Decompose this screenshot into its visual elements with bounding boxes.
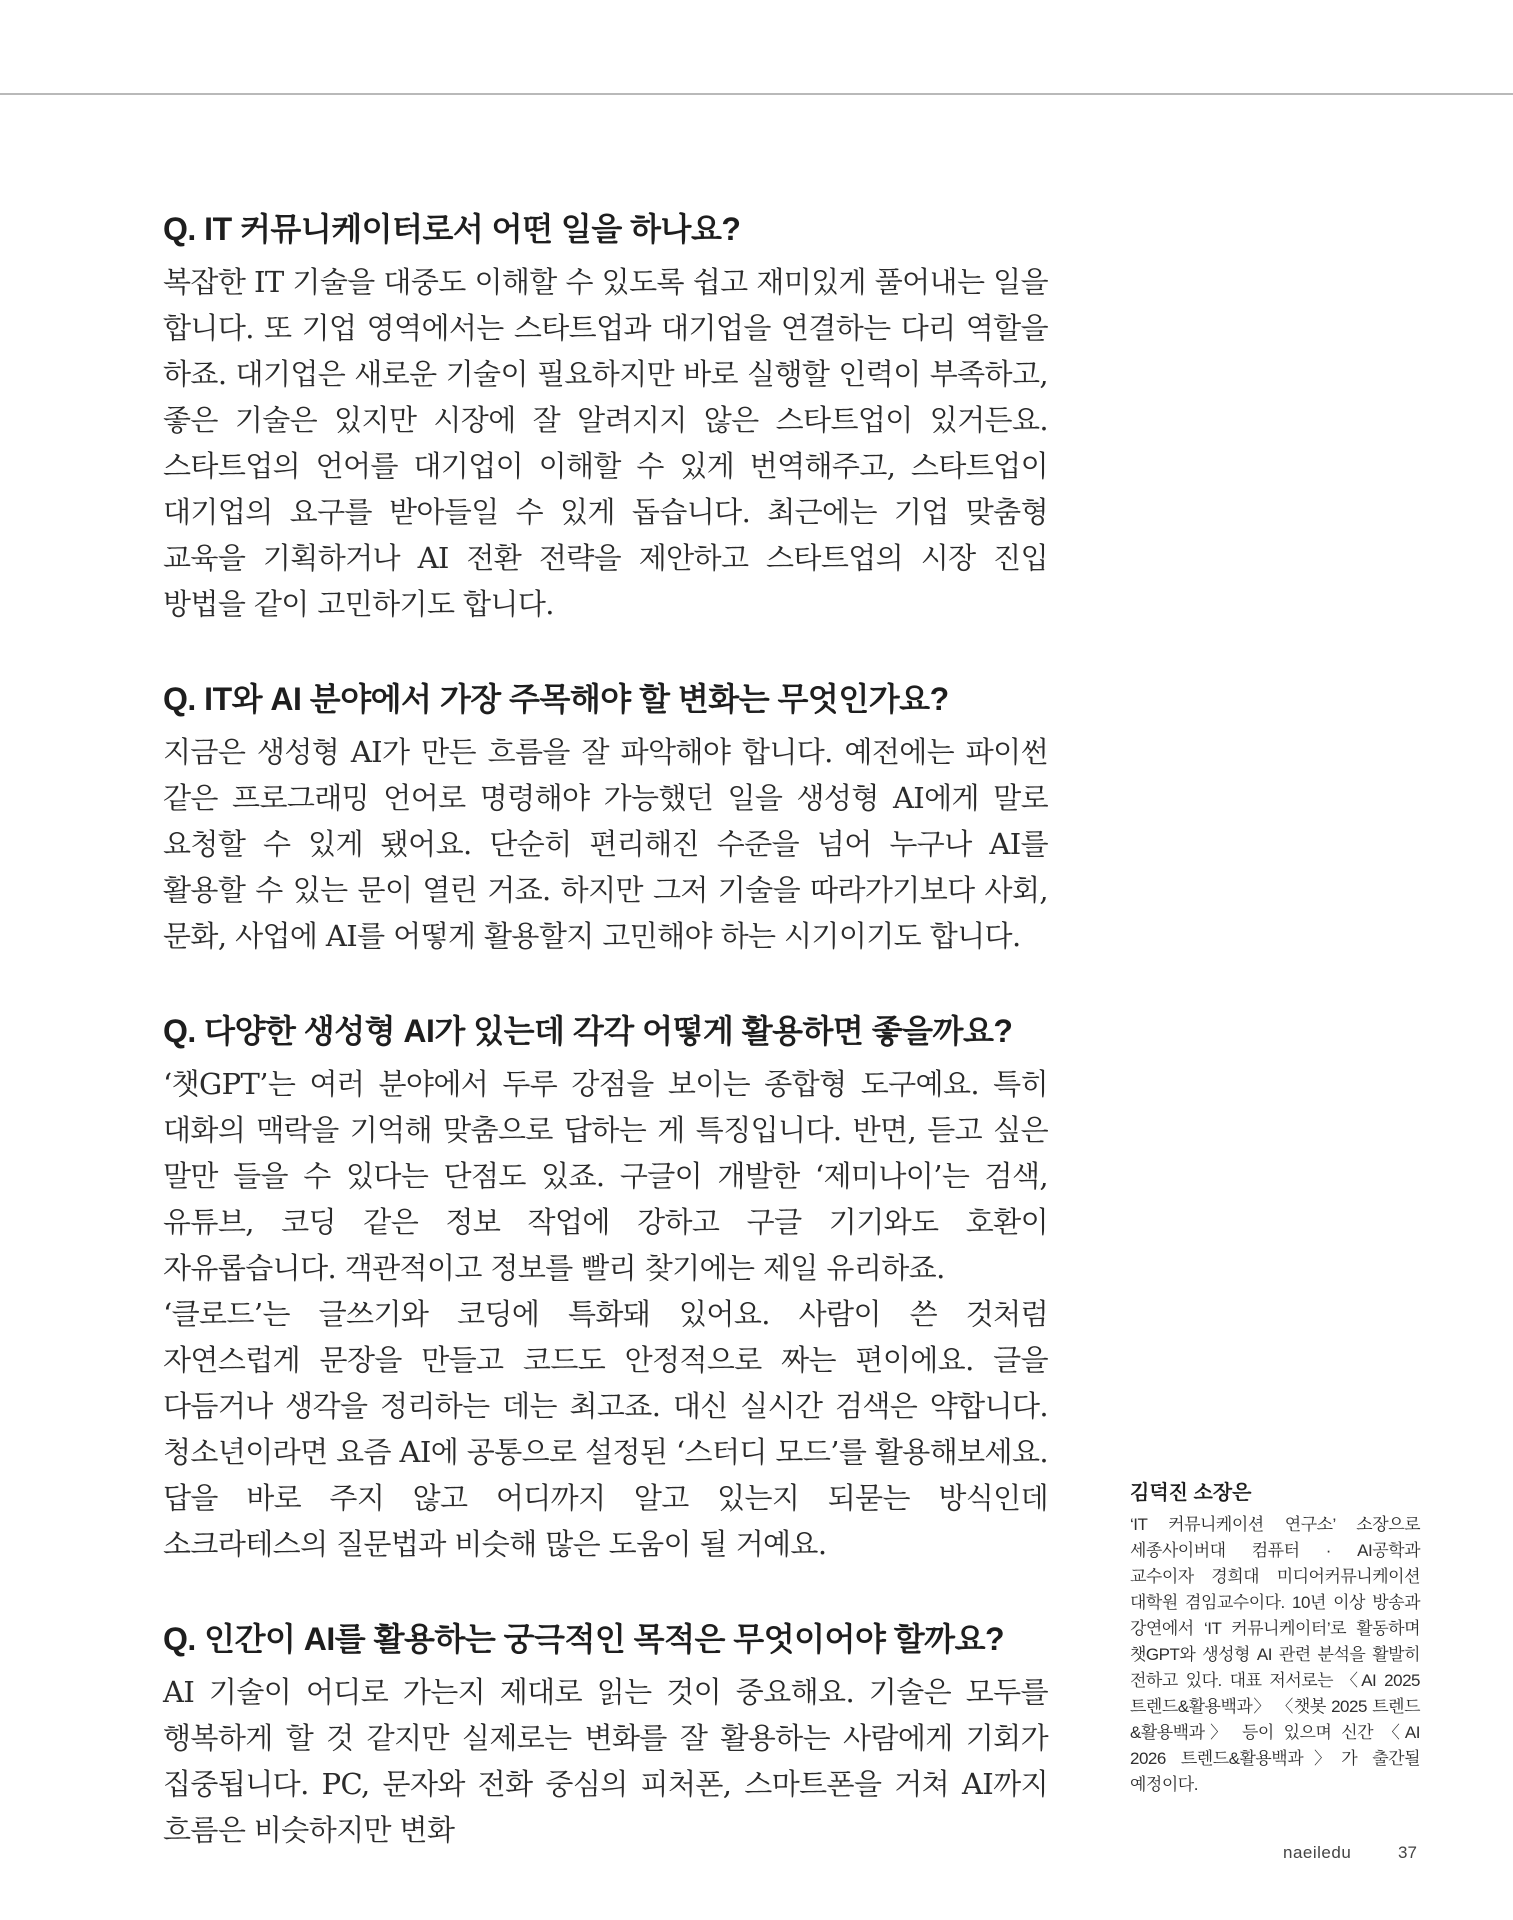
answer-paragraph: 지금은 생성형 AI가 만든 흐름을 잘 파악해야 합니다. 예전에는 파이썬 같은 프로그래밍 언어로 명령해야 가능했던 일을 생성형 AI에게 말로 요청할 수 있게 됐어요. 단순히 편리해진 수준을 넘어 누구나 AI를 활용할 수 있는 문이 열린 거죠. 하지만 그저 기술을 따라가기보다 사회, 문화, 사업에 AI를 어떻게 활용할지 고민해야 하는 시기이기도 합니다. <box>163 735 1048 953</box>
qa-section-3 <box>163 1007 1048 1567</box>
profile-bio: ‘IT 커뮤니케이션 연구소’ 소장으로 세종사이버대 컴퓨터 · AI공학과 교수이자 경희대 미디어커뮤니케이션 대학원 겸임교수이다. 10년 이상 방송과 강연에서 ‘IT 커뮤니케이터’로 활동하며 챗GPT와 생성형 AI 관련 분석을 활발히 전하고 있다. 대표 저서로는 〈AI 2025 트렌드&활용백과〉 〈챗봇 2025 트렌드&활용백과〉 등이 있으며 신간 〈AI 2026 트렌드&활용백과〉가 출간될 예정이다. <box>1130 1515 1420 1794</box>
footer-brand: naeiledu <box>1283 1843 1352 1862</box>
answer-paragraph: 복잡한 IT 기술을 대중도 이해할 수 있도록 쉽고 재미있게 풀어내는 일을 합니다. 또 기업 영역에서는 스타트업과 대기업을 연결하는 다리 역할을 하죠. 대기업은 새로운 기술이 필요하지만 바로 실행할 인력이 부족하고, 좋은 기술은 있지만 시장에 잘 알려지지 않은 스타트업이 있거든요. 스타트업의 언어를 대기업이 이해할 수 있게 번역해주고, 스타트업이 대기업의 요구를 받아들일 수 있게 돕습니다. 최근에는 기업 맞춤형 교육을 기획하거나 AI 전환 전략을 제안하고 스타트업의 시장 진입 방법을 같이 고민하기도 합니다. <box>163 265 1048 621</box>
page-number: 37 <box>1398 1843 1417 1862</box>
author-profile <box>1130 1478 1420 1798</box>
answer-paragraph: ‘챗GPT’는 여러 분야에서 두루 강점을 보이는 종합형 도구예요. 특히 대화의 맥락을 기억해 맞춤으로 답하는 게 특징입니다. 반면, 듣고 싶은 말만 들을 수 있다는 단점도 있죠. 구글이 개발한 ‘제미나이’는 검색, 유튜브, 코딩 같은 정보 작업에 강하고 구글 기기와도 호환이 자유롭습니다. 객관적이고 정보를 빨리 찾기에는 제일 유리하죠. <box>163 1067 1048 1285</box>
question-heading: Q. IT와 AI 분야에서 가장 주목해야 할 변화는 무엇인가요? <box>163 681 949 717</box>
interview-body <box>163 205 1048 1901</box>
question-heading: Q. 다양한 생성형 AI가 있는데 각각 어떻게 활용하면 좋을까요? <box>163 1013 1013 1049</box>
answer-paragraph: ‘클로드’는 글쓰기와 코딩에 특화돼 있어요. 사람이 쓴 것처럼 자연스럽게 문장을 만들고 코드도 안정적으로 짜는 편이에요. 글을 다듬거나 생각을 정리하는 데는 최고죠. 대신 실시간 검색은 약합니다. 청소년이라면 요즘 AI에 공통으로 설정된 ‘스터디 모드’를 활용해보세요. 답을 바로 주지 않고 어디까지 알고 있는지 되묻는 방식인데 소크라테스의 질문법과 비슷해 많은 도움이 될 거예요. <box>163 1297 1048 1561</box>
answer-paragraph: AI 기술이 어디로 가는지 제대로 읽는 것이 중요해요. 기술은 모두를 행복하게 할 것 같지만 실제로는 변화를 잘 활용하는 사람에게 기회가 집중됩니다. PC, 문자와 전화 중심의 피처폰, 스마트폰을 거쳐 AI까지 흐름은 비슷하지만 변화 <box>163 1675 1048 1847</box>
question-heading: Q. IT 커뮤니케이터로서 어떤 일을 하나요? <box>163 211 741 247</box>
question-heading: Q. 인간이 AI를 활용하는 궁극적인 목적은 무엇이어야 할까요? <box>163 1621 1005 1657</box>
top-divider <box>0 93 1513 95</box>
profile-name: 김덕진 소장은 <box>1130 1482 1252 1504</box>
qa-section-2 <box>163 675 1048 959</box>
qa-section-1 <box>163 205 1048 627</box>
qa-section-4 <box>163 1615 1048 1853</box>
